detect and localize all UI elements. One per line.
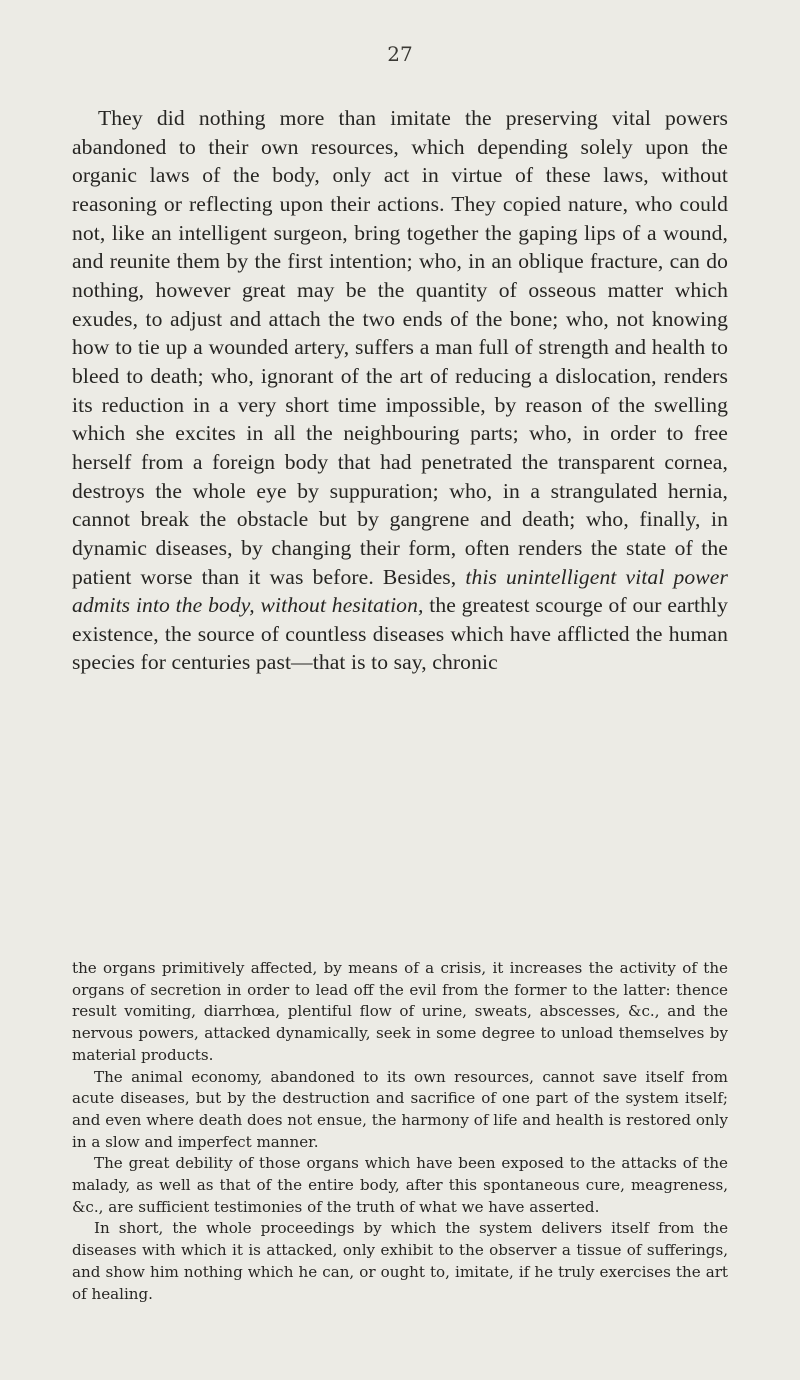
main-paragraph bbox=[72, 104, 728, 677]
main-text-part-1: They did nothing more than imitate the preserving vital powers abandoned to their own resources, which depending solely upon the organic laws of the body, only act in virtue of these laws, without reasoning or reflecting upon their actions. They copied nature, who could not, like an intelligent surgeon, bring together the gaping lips of a wound, and reunite them by the first intention; who, in an oblique fracture, can do nothing, however great may be the quantity of osseous matter which exudes, to adjust and attach the two ends of the bone; who, not knowing how to tie up a wounded artery, suffers a man full of strength and health to bleed to death; who, ignorant of the art of reducing a dislocation, renders its reduction in a very short time impossible, by reason of the swelling which she excites in all the neighbouring parts; who, in order to free herself from a foreign body that had penetrated the transparent cornea, destroys the whole eye by suppuration; who, in a strangulated hernia, cannot break the obstacle but by gangrene and death; who, finally, in dynamic diseases, by changing their form, often renders the state of the patient worse than it was before. Besides, bbox=[72, 106, 728, 589]
main-text-part-2: the greatest scourge of our earthly existence, the source of countless diseases which have afflicted the human species for centuries past—that is to say, chronic bbox=[72, 593, 728, 675]
page-number: 27 bbox=[387, 42, 413, 66]
footnote-paragraph: the organs primitively affected, by means of a crisis, it increases the activity of the organs of secretion in order to lead off the evil from the former to the latter: thence result vomiting, diarrhœa, plentiful flow of urine, sweats, abscesses, &c., and the nervous powers, attacked dynamically, seek in some degree to unload themselves by material products. bbox=[72, 959, 728, 1064]
footnote-paragraph: In short, the whole proceedings by which the system delivers itself from the diseases with which it is attacked, only exhibit to the observer a tissue of sufferings, and show him nothing which he can, or ought to, imitate, if he truly exercises the art of healing. bbox=[72, 1219, 728, 1303]
footnote-paragraph: The animal economy, abandoned to its own resources, cannot save itself from acute diseases, but by the destruction and sacrifice of one part of the system itself; and even where death does not ensue, the harmony of life and health is restored only in a slow and imperfect manner. bbox=[72, 1067, 728, 1151]
main-text-italic: this unintelligent vital power admits into the body, without hesitation, bbox=[72, 564, 728, 618]
footnote-paragraph: The great debility of those organs which have been exposed to the attacks of the malady, as well as that of the entire body, after this spontaneous cure, meagreness, &c., are sufficient testimonies of the truth of what we have asserted. bbox=[72, 1154, 728, 1216]
footnote-block bbox=[72, 958, 728, 1305]
